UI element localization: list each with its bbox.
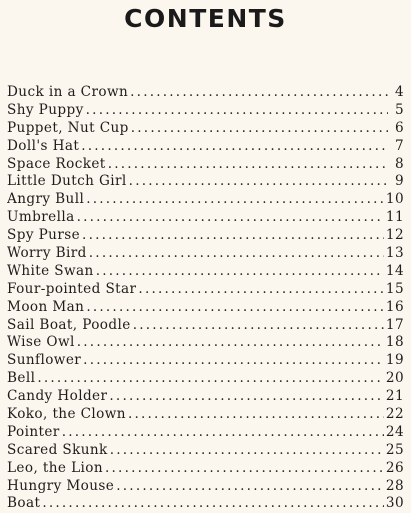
toc-entry (7, 138, 404, 156)
dot-leader (105, 460, 384, 476)
entry-page-number: 11 (385, 209, 404, 226)
entry-title: Space Rocket (7, 155, 106, 172)
entry-page-number: 20 (385, 370, 404, 387)
dot-leader (108, 156, 388, 172)
dot-leader (86, 299, 384, 315)
dot-leader (133, 317, 384, 333)
toc-entry (7, 102, 404, 120)
table-of-contents (7, 84, 404, 513)
entry-title: Duck in a Crown (7, 84, 129, 100)
toc-entry (7, 317, 404, 335)
entry-title: White Swan (7, 262, 94, 279)
toc-entry (7, 120, 404, 138)
toc-entry (7, 263, 404, 281)
entry-page-number: 21 (385, 388, 404, 405)
entry-title: Pointer (7, 423, 60, 440)
dot-leader (131, 120, 388, 136)
entry-title: Angry Bull (7, 191, 85, 208)
dot-leader (138, 281, 383, 297)
entry-title: Candy Holder (7, 388, 108, 405)
entry-title: Koko, the Clown (7, 406, 126, 423)
toc-entry (7, 442, 404, 460)
entry-title: Puppet, Nut Cup (7, 119, 129, 136)
dot-leader (81, 138, 388, 154)
dot-leader (109, 388, 383, 404)
toc-entry (7, 84, 404, 102)
dot-leader (77, 209, 384, 225)
entry-page-number: 16 (385, 298, 404, 315)
dot-leader (128, 406, 384, 422)
entry-title: Boat (7, 495, 41, 512)
dot-leader (130, 84, 388, 100)
toc-entry (7, 478, 404, 496)
entry-page-number: 25 (385, 441, 404, 458)
entry-page-number: 19 (385, 352, 404, 369)
entry-page-number: 9 (394, 173, 404, 190)
entry-page-number: 15 (385, 280, 404, 297)
entry-title: Wise Owl (7, 334, 75, 351)
dot-leader (89, 245, 384, 261)
entry-title: Bell (7, 370, 36, 387)
toc-entry (7, 191, 404, 209)
entry-title: Doll's Hat (7, 137, 80, 154)
entry-title: Spy Purse (7, 227, 81, 244)
entry-title: Umbrella (7, 209, 75, 226)
toc-entry (7, 209, 404, 227)
entry-page-number: 12 (385, 227, 404, 244)
entry-page-number: 5 (394, 101, 404, 118)
toc-entry (7, 245, 404, 263)
toc-entry (7, 460, 404, 478)
dot-leader (37, 370, 384, 386)
toc-entry (7, 227, 404, 245)
dot-leader (82, 227, 384, 243)
entry-page-number: 17 (385, 316, 404, 333)
entry-page-number: 14 (385, 262, 404, 279)
entry-page-number: 13 (385, 245, 404, 262)
dot-leader (129, 173, 388, 189)
dot-leader (62, 424, 384, 440)
entry-page-number: 8 (394, 155, 404, 172)
entry-page-number: 26 (385, 459, 404, 476)
entry-title: Little Dutch Girl (7, 173, 127, 190)
entry-page-number: 24 (385, 423, 404, 440)
dot-leader (96, 263, 384, 279)
entry-title: Leo, the Lion (7, 459, 103, 476)
entry-page-number: 4 (394, 84, 404, 100)
dot-leader (86, 102, 388, 118)
entry-title: Hungry Mouse (7, 477, 115, 494)
entry-page-number: 30 (385, 495, 404, 512)
entry-page-number: 28 (385, 477, 404, 494)
entry-title: Moon Man (7, 298, 85, 315)
toc-entry (7, 281, 404, 299)
toc-entry (7, 173, 404, 191)
toc-entry (7, 352, 404, 370)
entry-title: Worry Bird (7, 245, 87, 262)
entry-title: Sail Boat, Poodle (7, 316, 131, 333)
dot-leader (86, 191, 384, 207)
toc-entry (7, 156, 404, 174)
entry-title: Scared Skunk (7, 441, 108, 458)
entry-page-number: 22 (385, 406, 404, 423)
toc-entry (7, 388, 404, 406)
entry-title: Shy Puppy (7, 101, 84, 118)
toc-entry (7, 334, 404, 352)
entry-title: Sunflower (7, 352, 82, 369)
entry-page-number: 10 (385, 191, 404, 208)
page-title: CONTENTS (124, 4, 287, 33)
toc-entry (7, 370, 404, 388)
toc-entry (7, 299, 404, 317)
dot-leader (42, 495, 384, 511)
toc-entry (7, 495, 404, 513)
toc-entry (7, 424, 404, 442)
entry-page-number: 18 (385, 334, 404, 351)
dot-leader (116, 478, 384, 494)
entry-page-number: 7 (394, 137, 404, 154)
entry-page-number: 6 (394, 119, 404, 136)
entry-title: Four-pointed Star (7, 280, 137, 297)
dot-leader (110, 442, 384, 458)
dot-leader (83, 352, 384, 368)
toc-entry (7, 406, 404, 424)
dot-leader (77, 334, 384, 350)
